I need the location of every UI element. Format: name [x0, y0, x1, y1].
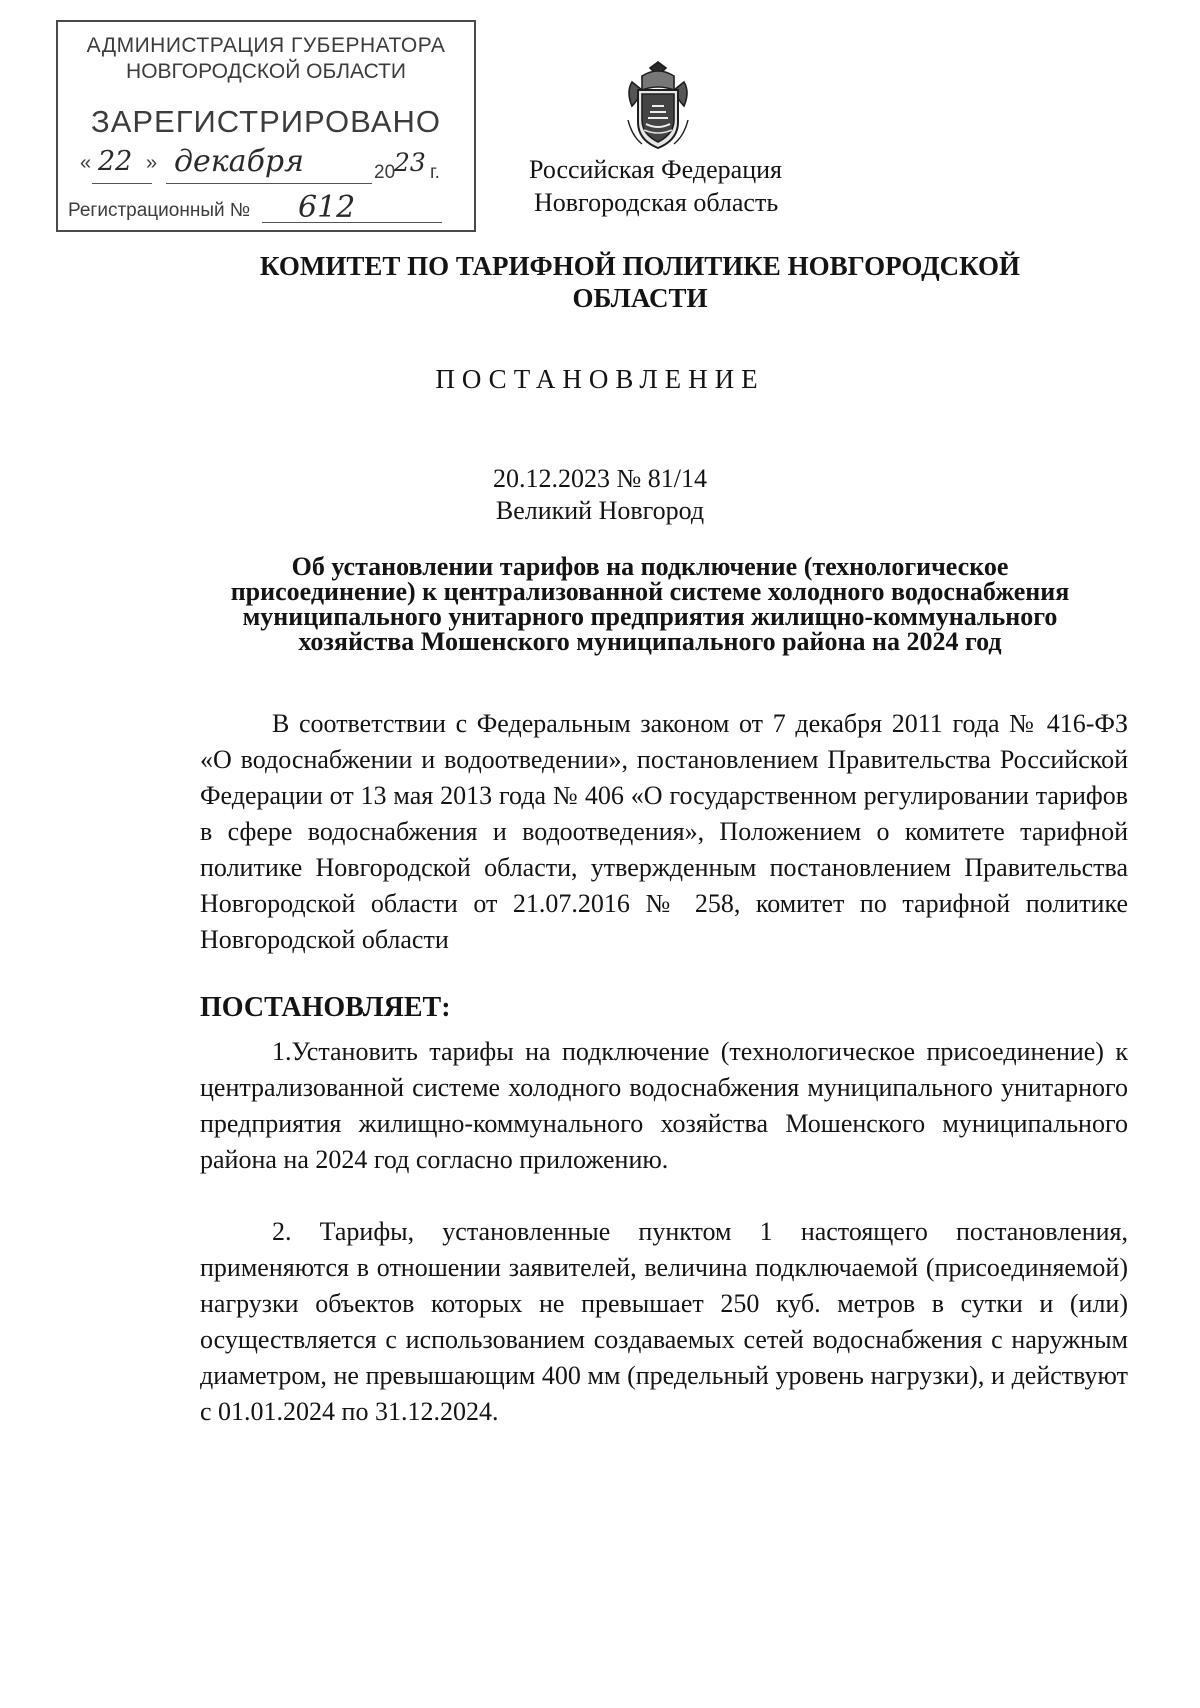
- stamp-month: декабря: [174, 144, 304, 179]
- header-region: Новгородская область: [534, 188, 779, 217]
- stamp-date-row: « 22 » декабря 20 23 г.: [80, 144, 440, 183]
- resolves-heading: ПОСТАНОВЛЯЕТ:: [200, 992, 451, 1023]
- stamp-year-prefix: 20: [374, 162, 396, 183]
- stamp-year-suffix: 23: [394, 148, 426, 177]
- stamp-reg-number: 612: [298, 190, 356, 225]
- committee-title: КОМИТЕТ ПО ТАРИФНОЙ ПОЛИТИКЕ НОВГОРОДСКОЙ ОБЛАСТИ: [259, 251, 1021, 313]
- document-city: Великий Новгород: [495, 496, 705, 525]
- document-type: ПОСТАНОВЛЕНИЕ: [435, 364, 765, 394]
- document-subject: Об установлении тарифов на подключение (технологическое присоединение) к централизованной системе холодного водоснабжения муниципального унитарного предприятия жилищно-коммунального хозяйства Мошенского муниципального района на 2024 год: [230, 552, 1070, 656]
- header-country: Российская Федерация: [529, 155, 782, 184]
- preamble-paragraph: В соответствии с Федеральным законом от 7 декабря 2011 года № 416-ФЗ «О водоснабжении и водоотведении», постановлением Правительства Российской Федерации от 13 мая 2013 года № 406 «О государственном регулировании тарифов в сфере водоснабжения и водоотведения», Положением о комитете тарифной политике Новгородской области, утвержденным постановлением Правительства Новгородской области от 21.07.2016 № 258, комитет по тарифной политике Новгородской области: [200, 709, 1128, 954]
- stamp-regno-row: [68, 190, 468, 228]
- stamp-year-unit: г.: [430, 162, 440, 183]
- stamp-registered: ЗАРЕГИСТРИРОВАНО: [90, 104, 441, 139]
- stamp-reg-label: Регистрационный №: [68, 200, 251, 221]
- item-2-paragraph: 2. Тарифы, установленные пунктом 1 настоящего постановления, применяются в отношении заявителей, величина подключаемой (присоединяемой) нагрузки объектов которых не превышает 250 куб. метров в сутки и (или) осуществляется с использованием создаваемых сетей водоснабжения с наружным диаметром, не превышающим 400 мм (предельный уровень нагрузки), и действуют с 01.01.2024 по 31.12.2024.: [200, 1217, 1128, 1426]
- document-date-number: 20.12.2023 № 81/14: [492, 464, 708, 493]
- coat-of-arms-icon: [622, 60, 694, 152]
- registration-stamp: [56, 20, 476, 232]
- stamp-region: НОВГОРОДСКОЙ ОБЛАСТИ: [126, 60, 406, 83]
- stamp-day: 22: [98, 146, 133, 177]
- item-1-paragraph: 1.Установить тарифы на подключение (технологическое присоединение) к централизованной системе холодного водоснабжения муниципального унитарного предприятия жилищно-коммунального хозяйства Мошенского муниципального района на 2024 год согласно приложению.: [200, 1037, 1128, 1174]
- stamp-administration: АДМИНИСТРАЦИЯ ГУБЕРНАТОРА: [86, 34, 446, 57]
